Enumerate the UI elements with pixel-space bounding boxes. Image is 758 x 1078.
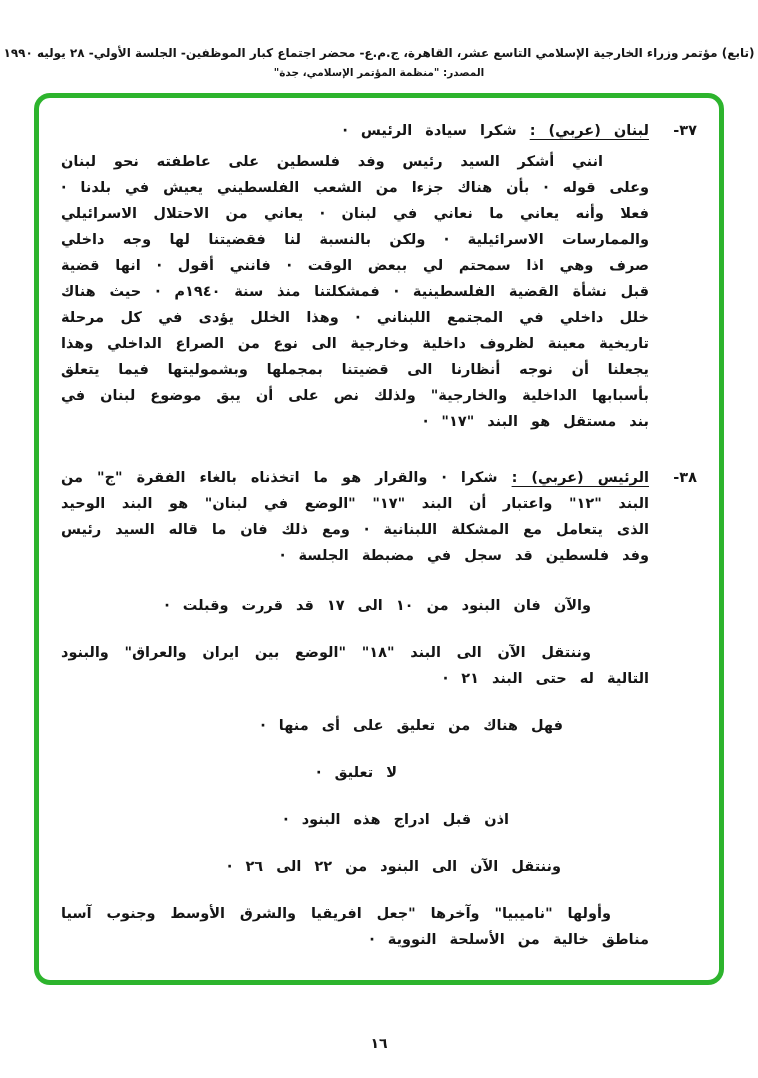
statement-any-comments: فهل هناك من تعليق على أى منها · (260, 718, 563, 734)
paragraph-number-38: ٣٨- (673, 470, 697, 486)
statement-move-to-items-22-26: وننتقل الآن الى البنود من ٢٢ الى ٢٦ · (226, 859, 561, 875)
document-header (0, 46, 758, 79)
header-title: (تابع) مؤتمر وزراء الخارجية الإسلامي التاسع عشر، القاهرة، ج.م.ع- محضر اجتماع كبار الموظفين- الجلسة الأولي- ٢٨ يوليه ١٩٩٠ (3, 46, 755, 60)
content-frame (34, 93, 724, 985)
section-37-heading (61, 118, 649, 144)
section-37 (61, 118, 697, 435)
document-footer (0, 1036, 758, 1052)
statement-items-included: اذن قبل ادراج هذه البنود · (283, 812, 509, 828)
speaker-name-lebanon: لبنان (عربي) : (529, 123, 649, 139)
section-38 (61, 465, 697, 953)
speaker-name-president: الرئيس (عربي) : (511, 470, 649, 486)
section-37-body: انني أشكر السيد رئيس وفد فلسطين على عاطفته نحو لبنان وعلى قوله · بأن هناك جزءا من الشعب الفلسطيني يعيش في بلدنا · فعلا وأنه يعاني ما نعاني في لبنان · يعاني من الاحتلال الاسرائيلي والممارسات الاسرائيلية · ولكن بالنسبة لنا فقضيتنا لها وجه داخلي صرف وهي اذا سمحتم لي ببعض الوقت · فانني أقول · انها قضية قبل نشأة القضية الفلسطينية · فمشكلتنا منذ سنة ١٩٤٠م · حيث هناك خلل داخلي في المجتمع اللبناني · وهذا الخلل يؤدى في كل مرحلة تاريخية معينة لظروف داخلية وخارجية الى نوع من الصراع الداخلي وهذا يجعلنا أن نوجه أنظارنا الى قضيتنا بمجملها وبشموليتها فيما يتعلق بأسبابها الداخلية والخارجية" ولذلك نص على أن يبق موضوع لبنان في بند مستقل هو البند "١٧" · (61, 154, 649, 430)
statement-items-approved: والآن فان البنود من ١٠ الى ١٧ قد قررت وقبلت · (164, 598, 591, 614)
section-38-body (61, 465, 649, 569)
section-38-text: شكرا · والقرار هو ما اتخذناه بالغاء الفقرة "ج" من البند "١٢" واعتبار أن البند "١٧" "الوضع في لبنان" هو البند الوحيد الذى يتعامل مع المشكلة اللبنانية · ومع ذلك فان ما قاله السيد رئيس وفد فلسطين قد سجل في مضبطة الجلسة · (61, 470, 650, 564)
statement-move-to-item-18: وننتقل الآن الى البند "١٨" "الوضع بين ايران والعراق" والبنود التالية له حتى البند ٢١ · (61, 645, 649, 687)
header-source: المصدر: "منظمة المؤتمر الإسلامي، جدة" (273, 67, 485, 79)
paragraph-number-37: ٣٧- (673, 123, 697, 139)
section-37-opening: شكرا سيادة الرئيس · (342, 123, 517, 139)
statement-first-and-last-items: وأولها "ناميبيا" وآخرها "جعل افريقيا والشرق الأوسط وجنوب آسيا مناطق خالية من الأسلحة النووية · (61, 906, 649, 948)
page-number: ١٦ (370, 1036, 388, 1052)
statement-no-comment: لا تعليق · (316, 765, 397, 781)
